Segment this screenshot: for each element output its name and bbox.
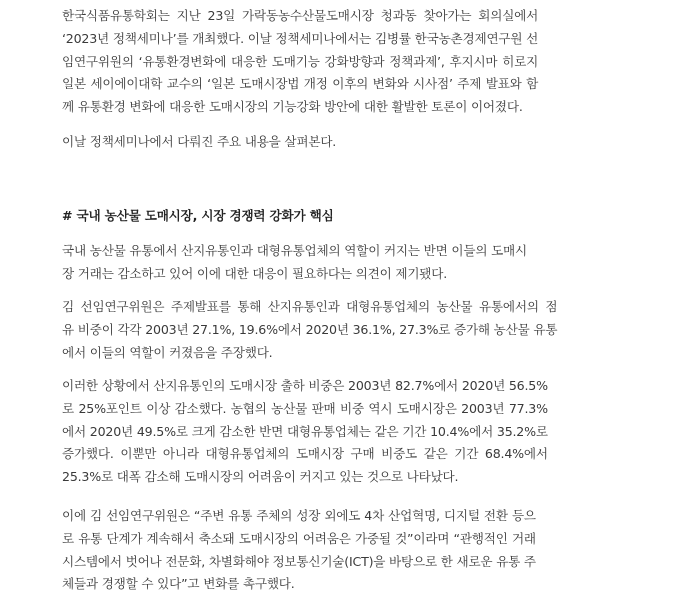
text-line: 로 25%포인트 이상 감소했다. 농협의 농산물 판매 비중 역시 도매시장은 2003년 77.3% [62,400,548,416]
intro-paragraph [62,5,538,119]
text-line: 한국식품유통학회는 지난 23일 가락동농수산물도매시장 청과동 찾아가는 회의실에서 [62,8,539,23]
body-paragraph [62,505,536,596]
text-line: 시스템에서 벗어나 전문화, 차별화해야 정보통신기술(ICT)을 바탕으로 한 새로운 유통 주 [62,553,536,569]
text-line: 김 선임연구위원은 주제발표를 통해 산지유통인과 대형유통업체의 농산물 유통에서의 점 [62,299,558,314]
text-line: 이날 정책세미나에서 다뤄진 주요 내용을 살펴본다. [62,134,337,149]
text-line: 장 거래는 감소하고 있어 이에 대한 대응이 필요하다는 의견이 제기됐다. [62,265,448,281]
section-heading: # 국내 농산물 도매시장, 시장 경쟁력 강화가 핵심 [62,208,334,223]
text-line: 이에 김 선임연구위원은 “주변 유통 주체의 성장 외에도 4차 산업혁명, 디지털 전환 등으 [62,508,536,523]
text-line: 에서 이들의 역할이 커졌음을 주장했다. [62,344,273,360]
text-line: ‘2023년 정책세미나’를 개최했다. 이날 정책세미나에서는 김병률 한국농촌경제연구원 선 [62,30,539,46]
text-line: 에서 2020년 49.5%로 크게 감소한 반면 대형유통업체는 같은 기간 10.4%에서 35.2%로 [62,423,548,439]
text-line: 일본 세이에이대학 교수의 ‘일본 도매시장법 개정 이후의 변화와 시사점’ 주제 발표와 함 [62,76,539,92]
text-line: 25.3%로 대폭 감소해 도매시장의 어려움이 커지고 있는 것으로 나타났다. [62,469,459,485]
body-paragraph [62,296,557,364]
text-line: 로 유통 단계가 계속해서 축소돼 도매시장의 어려움은 가중될 것”이라며 “관행적인 거래 [62,530,536,546]
body-paragraph [62,375,548,489]
text-line: 증가했다. 이뿐만 아니라 대형유통업체의 도매시장 구매 비중도 같은 기간 68.4%에서 [62,446,548,462]
text-line: 체들과 경쟁할 수 있다”고 변화를 촉구했다. [62,576,295,592]
body-paragraph [62,240,527,286]
text-line: 국내 농산물 유통에서 산지유통인과 대형유통업체의 역할이 커지는 반면 이들의 도매시 [62,243,527,258]
text-line: 유 비중이 각각 2003년 27.1%, 19.6%에서 2020년 36.1%, 27.3%로 증가해 농산물 유통 [62,321,558,337]
summary-paragraph [62,131,336,154]
text-line: 께 유통환경 변화에 대응한 도매시장의 기능강화 방안에 대한 활발한 토론이 이어졌다. [62,99,523,115]
text-line: 이러한 상황에서 산지유통인의 도매시장 출하 비중은 2003년 82.7%에서 2020년 56.5% [62,378,548,393]
text-line: 임연구위원의 ‘유통환경변화에 대응한 도매기능 강화방향과 정책과제’, 후지시마 히로지 [62,53,539,69]
